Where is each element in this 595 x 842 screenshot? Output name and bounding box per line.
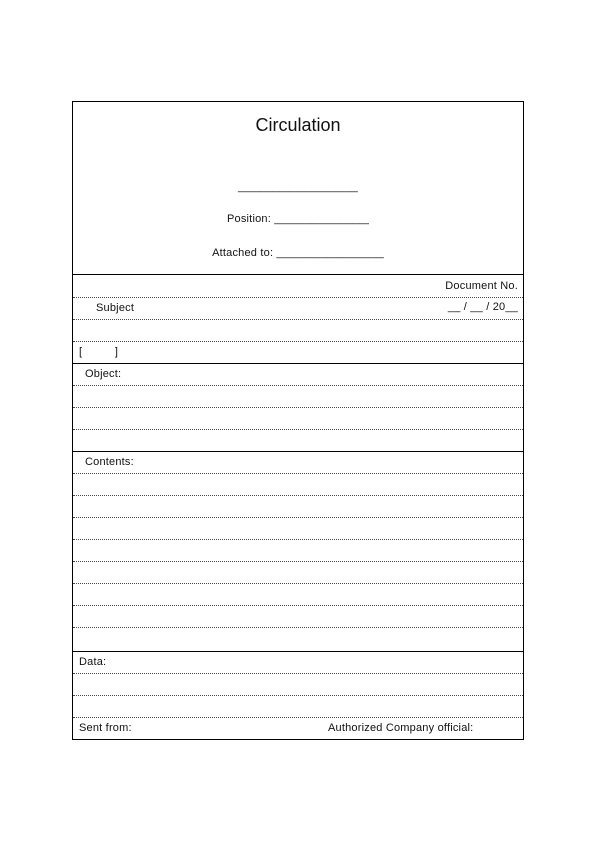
section-divider xyxy=(73,651,523,652)
writing-line[interactable] xyxy=(73,605,523,606)
document-number-label: Document No. xyxy=(445,280,518,292)
form-title: Circulation xyxy=(255,115,341,135)
section-divider xyxy=(73,363,523,364)
bracket-field[interactable]: [ ] xyxy=(79,346,119,358)
row-divider xyxy=(73,341,523,342)
name-blank-line: ___________________ xyxy=(237,181,359,193)
object-label: Object: xyxy=(85,368,122,380)
attached-blank-line: _________________ xyxy=(276,247,384,259)
writing-line[interactable] xyxy=(73,385,523,386)
writing-line[interactable] xyxy=(73,717,523,718)
sent-from-label: Sent from: xyxy=(79,722,132,734)
writing-line[interactable] xyxy=(73,673,523,674)
writing-line[interactable] xyxy=(73,627,523,628)
authorized-official-label: Authorized Company official: xyxy=(328,722,474,734)
data-label: Data: xyxy=(79,656,107,668)
writing-line[interactable] xyxy=(73,539,523,540)
attached-label: Attached to: xyxy=(212,247,274,259)
circulation-form xyxy=(72,101,524,740)
writing-line[interactable] xyxy=(73,561,523,562)
subject-label: Subject xyxy=(96,302,135,314)
writing-line[interactable] xyxy=(73,407,523,408)
section-divider xyxy=(73,451,523,452)
header-divider xyxy=(73,274,523,275)
date-field[interactable]: __ / __ / 20__ xyxy=(447,301,518,313)
writing-line[interactable] xyxy=(73,473,523,474)
position-blank-line: _______________ xyxy=(274,213,370,225)
position-label: Position: xyxy=(226,213,271,225)
writing-line[interactable] xyxy=(73,695,523,696)
writing-line[interactable] xyxy=(73,429,523,430)
position-row xyxy=(73,213,523,226)
writing-line[interactable] xyxy=(73,517,523,518)
attached-row xyxy=(73,247,523,260)
row-divider xyxy=(73,319,523,320)
contents-label: Contents: xyxy=(85,456,134,468)
writing-line[interactable] xyxy=(73,495,523,496)
row-divider xyxy=(73,297,523,298)
writing-line[interactable] xyxy=(73,583,523,584)
